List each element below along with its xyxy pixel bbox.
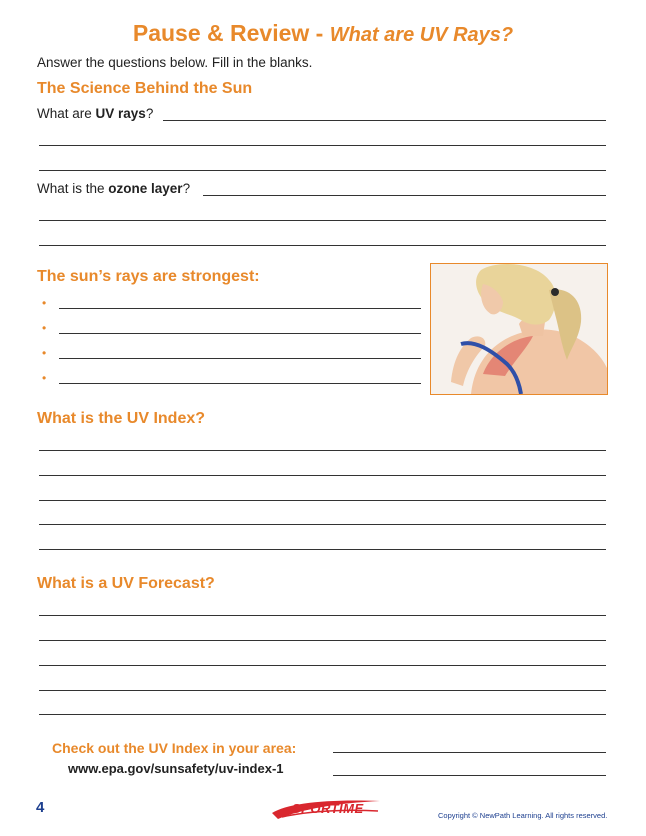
answer-line[interactable]	[39, 170, 606, 171]
answer-line[interactable]	[39, 615, 606, 616]
answer-line[interactable]	[203, 195, 606, 196]
question-uv-rays: What are UV rays?	[37, 106, 154, 121]
copyright-text: Copyright © NewPath Learning. All rights reserved.	[438, 811, 608, 820]
bullet-icon: •	[42, 346, 47, 360]
answer-line[interactable]	[39, 450, 606, 451]
answer-line[interactable]	[39, 475, 606, 476]
bullet-icon: •	[42, 371, 47, 385]
answer-line[interactable]	[59, 308, 421, 309]
answer-line[interactable]	[39, 245, 606, 246]
brand-name: SPORTIME	[292, 801, 364, 816]
page-number: 4	[36, 799, 45, 816]
uv-index-callout: Check out the UV Index in your area:	[52, 740, 297, 756]
answer-line[interactable]	[39, 714, 606, 715]
sunburn-photo	[430, 263, 608, 395]
answer-line[interactable]	[39, 524, 606, 525]
answer-line[interactable]	[39, 145, 606, 146]
page-title: Pause & Review - What are UV Rays?	[132, 20, 514, 46]
section-heading-uv-index: What is the UV Index?	[37, 410, 206, 427]
section-heading-strongest: The sun’s rays are strongest:	[37, 268, 260, 285]
bullet-icon: •	[42, 321, 47, 335]
answer-line[interactable]	[39, 690, 606, 691]
sportime-logo	[268, 795, 384, 823]
question-ozone-layer: What is the ozone layer?	[37, 181, 191, 196]
answer-line[interactable]	[333, 752, 606, 753]
instructions: Answer the questions below. Fill in the blanks.	[37, 55, 313, 70]
answer-line[interactable]	[39, 220, 606, 221]
answer-line[interactable]	[39, 549, 606, 550]
answer-line[interactable]	[59, 358, 421, 359]
sunburn-illustration	[431, 264, 607, 394]
epa-link[interactable]: www.epa.gov/sunsafety/uv-index-1	[68, 761, 284, 776]
answer-line[interactable]	[39, 640, 606, 641]
answer-line[interactable]	[39, 500, 606, 501]
answer-line[interactable]	[163, 120, 606, 121]
answer-line[interactable]	[59, 383, 421, 384]
answer-line[interactable]	[39, 665, 606, 666]
section-heading-uv-forecast: What is a UV Forecast?	[37, 575, 215, 592]
answer-line[interactable]	[333, 775, 606, 776]
section-heading-science: The Science Behind the Sun	[37, 80, 253, 97]
bullet-icon: •	[42, 296, 47, 310]
answer-line[interactable]	[59, 333, 421, 334]
